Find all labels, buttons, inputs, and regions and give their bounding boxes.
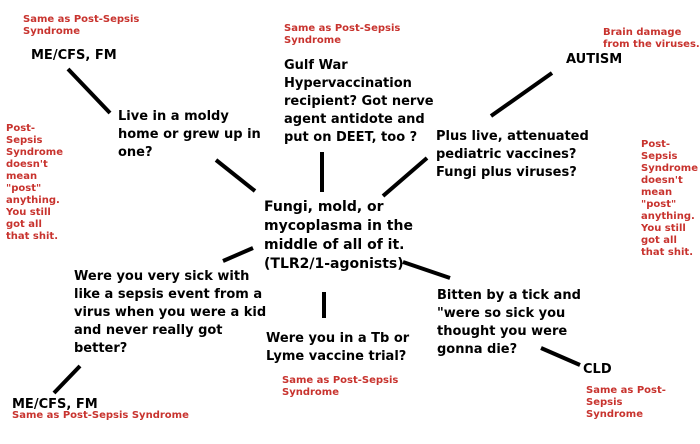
connector-sepsis-to-mecfs [54,366,80,393]
node-gulf-war: Gulf War Hypervaccination recipient? Got nerve agent antidote and put on DEET, too ? [284,58,434,145]
connector-vaccines-to-center [383,158,427,196]
node-tb-lyme: Were you in a Tb or Lyme vaccine trial? [266,331,410,364]
connector-center-to-sepsis [223,248,253,261]
outcome-mecfs-top: ME/CFS, FM [31,48,117,63]
outcome-mecfs-bottom: ME/CFS, FM [12,397,98,412]
annotation-post-sepsis-bottom-center: Same as Post-Sepsis Syndrome [282,375,399,398]
node-tick: Bitten by a tick and "were so sick you thought you were gonna die? [437,288,581,357]
annotation-post-sepsis-bottom-left: Same as Post-Sepsis Syndrome [12,410,189,421]
connector-autism-to-vaccines [491,73,552,116]
connector-moldy-to-center [216,160,255,191]
annotation-post-sepsis-left: Post- Sepsis Syndrome doesn't mean "post" anything. You still got all that shit. [6,123,64,242]
node-sepsis-kid: Were you very sick with like a sepsis event from a virus when you were a kid and never really got better? [74,269,267,356]
node-center: Fungi, mold, or mycoplasma in the middle of all of it. (TLR2/1-agonists) [264,199,413,272]
annotation-post-sepsis-top-center: Same as Post-Sepsis Syndrome [284,23,401,46]
outcome-autism: AUTISM [566,52,623,67]
annotation-post-sepsis-right: Post- Sepsis Syndrome doesn't mean "post" anything. You still got all that shit. [641,139,699,258]
annotation-post-sepsis-bottom-right: Same as Post-Sepsis Syndrome [586,385,666,420]
connector-moldy-to-mecfs [68,69,110,113]
annotation-post-sepsis-top-left: Same as Post-Sepsis Syndrome [23,14,140,37]
node-vaccines: Plus live, attenuated pediatric vaccines? Fungi plus viruses? [436,129,589,180]
outcome-cld: CLD [583,362,612,377]
node-moldy-home: Live in a moldy home or grew up in one? [118,109,261,160]
annotation-brain-damage: Brain damage from the viruses. [603,27,700,50]
